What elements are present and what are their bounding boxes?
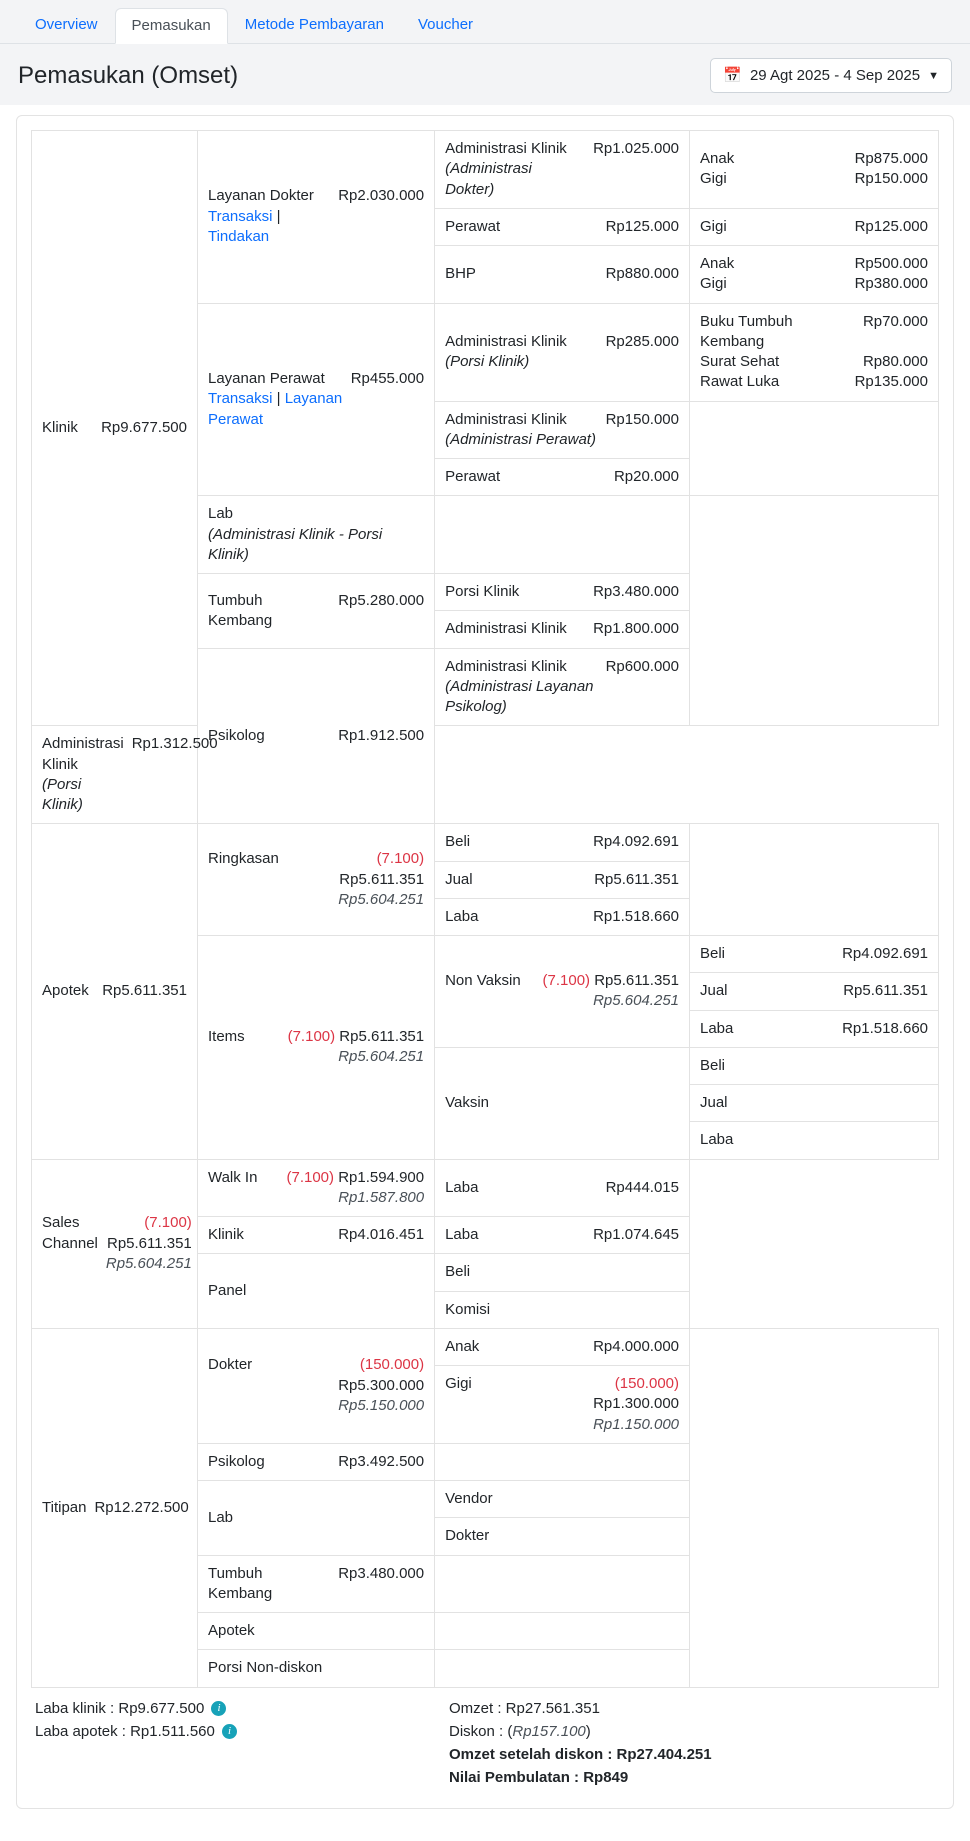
vaksin-label: Vaksin bbox=[445, 1094, 490, 1111]
tab-overview[interactable]: Overview bbox=[35, 15, 98, 33]
klinik-label: Klinik bbox=[42, 419, 78, 436]
layanan-perawat-link-transaksi[interactable]: Transaksi bbox=[207, 390, 273, 408]
cell-admin-perawat bbox=[435, 401, 690, 459]
cell-walk-in bbox=[197, 1159, 434, 1217]
row-sublabel: (Administrasi Layanan Psikolog) bbox=[445, 677, 594, 715]
omset-card bbox=[16, 115, 954, 1809]
row-label: Laba bbox=[700, 1131, 734, 1149]
cell-layanan-perawat: Layanan Perawat Transaksi | Layanan Perawat Rp455.000 bbox=[197, 303, 434, 496]
row-label: Administrasi Klinik bbox=[445, 332, 567, 350]
omzet-setelah-diskon-label: Omzet setelah diskon : bbox=[449, 1745, 617, 1763]
row-discount: (150.000) bbox=[614, 1375, 679, 1392]
detail-label: Buku Tumbuh Kembang bbox=[700, 312, 793, 350]
row-amount: Rp125.000 bbox=[605, 217, 679, 235]
cell-sales-channel bbox=[32, 1159, 198, 1328]
row-amount: Rp1.518.660 bbox=[842, 1019, 928, 1037]
summary-left bbox=[35, 1700, 449, 1792]
cell-empty bbox=[690, 824, 939, 936]
row-label: Administrasi Klinik bbox=[445, 410, 567, 428]
non-vaksin-amount: Rp5.611.351 bbox=[594, 972, 679, 990]
cell-porsi-klinik bbox=[435, 574, 690, 611]
tab-pemasukan[interactable]: Pemasukan bbox=[115, 8, 228, 45]
tumbuh-kembang-amount: Rp5.280.000 bbox=[338, 591, 425, 609]
titipan-apotek-label: Apotek bbox=[207, 1622, 255, 1639]
cell-empty bbox=[435, 1443, 690, 1480]
info-icon[interactable]: i bbox=[211, 1701, 226, 1716]
row-amount: Rp3.480.000 bbox=[593, 583, 679, 600]
detail-label: Komisi bbox=[445, 1300, 491, 1318]
cell-klinik-channel-laba bbox=[435, 1217, 690, 1254]
omzet-setelah-diskon-row bbox=[449, 1746, 935, 1763]
cell-titipan-gigi bbox=[435, 1366, 690, 1444]
row-label: Jual bbox=[700, 982, 728, 1000]
titipan-label: Titipan bbox=[42, 1498, 87, 1516]
row-amount: Rp1.300.000 bbox=[593, 1395, 679, 1413]
date-range-picker[interactable] bbox=[710, 58, 952, 93]
diskon-label: Diskon : ( bbox=[449, 1722, 513, 1740]
titipan-tk-amount: Rp3.480.000 bbox=[338, 1564, 425, 1582]
cell-nv-jual bbox=[690, 973, 939, 1010]
detail-label: Anak bbox=[700, 255, 735, 272]
titipan-total: Rp12.272.500 bbox=[94, 1498, 189, 1516]
detail-amount: Rp80.000 bbox=[862, 353, 928, 370]
table-row bbox=[32, 1328, 939, 1365]
omzet-setelah-diskon-value: Rp27.404.251 bbox=[616, 1745, 712, 1763]
cell-bhp bbox=[435, 246, 690, 304]
cell-titipan-porsi-non-diskon bbox=[197, 1650, 434, 1687]
layanan-dokter-link-transaksi[interactable]: Transaksi bbox=[207, 207, 273, 225]
non-vaksin-net: Rp5.604.251 bbox=[593, 992, 679, 1010]
sales-channel-label: Sales Channel bbox=[42, 1214, 98, 1252]
cell-detail-gigi bbox=[690, 208, 939, 245]
cell-titipan-group bbox=[32, 1328, 198, 1687]
row-label: Laba bbox=[445, 907, 479, 925]
cell-empty bbox=[435, 1555, 690, 1613]
cell-non-vaksin bbox=[435, 936, 690, 1048]
row-label: Porsi Klinik bbox=[445, 583, 520, 600]
table-row bbox=[32, 824, 939, 861]
cell-perawat-dokter bbox=[435, 208, 690, 245]
ringkasan-discount: (7.100) bbox=[376, 850, 425, 868]
row-label: Administrasi Klinik bbox=[445, 657, 567, 675]
detail-amount: Rp444.015 bbox=[605, 1178, 679, 1196]
row-sublabel: (Administrasi Dokter) bbox=[445, 160, 532, 198]
detail-label: Gigi bbox=[700, 217, 727, 235]
titipan-dokter-label: Dokter bbox=[207, 1356, 253, 1374]
laba-klinik-row bbox=[35, 1700, 449, 1717]
nilai-pembulatan-label: Nilai Pembulatan : bbox=[449, 1768, 584, 1786]
cell-ringkasan-jual bbox=[435, 861, 690, 898]
cell-psikolog bbox=[197, 648, 434, 824]
detail-amount: Rp1.074.645 bbox=[593, 1226, 679, 1243]
cell-ringkasan bbox=[197, 824, 434, 936]
apotek-label: Apotek bbox=[42, 982, 89, 1000]
row-label: BHP bbox=[445, 265, 476, 283]
row-label: Administrasi Klinik bbox=[445, 140, 567, 157]
cell-admin-psikolog bbox=[435, 648, 690, 726]
detail-amount: Rp500.000 bbox=[854, 255, 928, 272]
detail-amount: Rp875.000 bbox=[854, 150, 928, 168]
cell-walk-in-laba bbox=[435, 1159, 690, 1217]
items-discount: (7.100) bbox=[287, 1028, 336, 1045]
row-label: Perawat bbox=[445, 217, 501, 235]
row-amount: Rp20.000 bbox=[613, 468, 679, 485]
table-row bbox=[32, 726, 939, 824]
cell-vaksin bbox=[435, 1047, 690, 1159]
non-vaksin-discount: (7.100) bbox=[542, 972, 591, 990]
cell-lab-vendor bbox=[435, 1481, 690, 1518]
row-amount: Rp4.092.691 bbox=[842, 945, 928, 962]
diskon-row bbox=[449, 1723, 935, 1740]
cell-titipan-apotek bbox=[197, 1613, 434, 1650]
titipan-psikolog-label: Psikolog bbox=[207, 1452, 265, 1470]
nilai-pembulatan-value: Rp849 bbox=[583, 1768, 629, 1786]
cell-klinik-group bbox=[32, 131, 198, 726]
row-label: Beli bbox=[445, 833, 471, 851]
detail-amount: Rp150.000 bbox=[854, 170, 928, 188]
ringkasan-amount: Rp5.611.351 bbox=[339, 870, 425, 888]
row-amount: Rp4.016.451 bbox=[338, 1226, 425, 1243]
row-label: Panel bbox=[207, 1281, 247, 1299]
row-amount: Rp150.000 bbox=[605, 410, 679, 428]
row-amount: Rp1.594.900 bbox=[338, 1168, 425, 1186]
items-net: Rp5.604.251 bbox=[338, 1048, 425, 1066]
row-sublabel: (Administrasi Perawat) bbox=[445, 430, 596, 448]
items-amount: Rp5.611.351 bbox=[339, 1028, 425, 1045]
cell-panel-komisi bbox=[435, 1291, 690, 1328]
cell-panel-beli bbox=[435, 1254, 690, 1291]
detail-label: Gigi bbox=[700, 275, 727, 293]
row-label: Jual bbox=[445, 870, 473, 888]
tab-metode-pembayaran[interactable]: Metode Pembayaran bbox=[244, 15, 384, 33]
row-amount: Rp4.092.691 bbox=[593, 833, 679, 851]
cell-admin-klinik-tk bbox=[435, 611, 690, 648]
row-amount: Rp1.312.500 bbox=[131, 735, 218, 753]
cell-nv-laba bbox=[690, 1010, 939, 1047]
titipan-psikolog-amount: Rp3.492.500 bbox=[338, 1452, 425, 1470]
cell-detail-bhp bbox=[690, 246, 939, 304]
lab-sublabel: (Administrasi Klinik - Porsi Klinik) bbox=[207, 525, 383, 563]
cell-detail-anak bbox=[690, 131, 939, 209]
detail-amount: Rp380.000 bbox=[854, 275, 928, 293]
cell-ringkasan-laba bbox=[435, 898, 690, 935]
klinik-total: Rp9.677.500 bbox=[101, 419, 187, 436]
row-label: Klinik bbox=[207, 1226, 244, 1243]
layanan-perawat-amount: Rp455.000 bbox=[350, 370, 425, 387]
cell-admin-psikolog-porsi bbox=[32, 726, 218, 824]
row-sublabel: (Porsi Klinik) bbox=[42, 775, 83, 813]
table-row bbox=[32, 1159, 939, 1217]
detail-label: Vendor bbox=[445, 1490, 493, 1507]
info-icon[interactable]: i bbox=[222, 1724, 237, 1739]
tab-voucher[interactable]: Voucher bbox=[417, 15, 474, 33]
row-label: Anak bbox=[445, 1337, 480, 1355]
row-amount: Rp285.000 bbox=[605, 332, 679, 350]
titipan-dokter-net: Rp5.150.000 bbox=[338, 1396, 425, 1414]
summary-footer bbox=[31, 1688, 939, 1798]
cell-vaksin-laba bbox=[690, 1122, 939, 1159]
row-amount: Rp880.000 bbox=[605, 265, 679, 283]
apotek-total: Rp5.611.351 bbox=[102, 982, 187, 1000]
cell-admin-klinik-dokter bbox=[435, 131, 690, 209]
cell-nv-beli bbox=[690, 936, 939, 973]
non-vaksin-label: Non Vaksin bbox=[445, 972, 521, 990]
ringkasan-net: Rp5.604.251 bbox=[338, 890, 425, 908]
detail-label: Laba bbox=[445, 1178, 479, 1196]
layanan-dokter-link-tindakan[interactable]: Tindakan bbox=[207, 227, 270, 245]
row-net: Rp1.587.800 bbox=[338, 1188, 425, 1206]
psikolog-label: Psikolog bbox=[207, 726, 265, 744]
cell-vaksin-beli bbox=[690, 1047, 939, 1084]
row-sublabel: (Porsi Klinik) bbox=[445, 353, 530, 370]
cell-ringkasan-beli bbox=[435, 824, 690, 861]
laba-apotek-label: Laba apotek : Rp1.511.560 bbox=[35, 1722, 215, 1740]
cell-panel bbox=[197, 1254, 434, 1329]
detail-label: Gigi bbox=[700, 170, 727, 188]
cell-empty bbox=[435, 1650, 690, 1687]
ringkasan-label: Ringkasan bbox=[207, 850, 279, 868]
nilai-pembulatan-row bbox=[449, 1769, 935, 1786]
cell-empty bbox=[690, 1328, 939, 1687]
detail-label: Rawat Luka bbox=[700, 373, 780, 391]
page-header bbox=[0, 44, 970, 105]
cell-lab-detail bbox=[435, 496, 690, 574]
detail-label: Surat Sehat bbox=[700, 353, 780, 370]
psikolog-amount: Rp1.912.500 bbox=[338, 726, 425, 744]
row-label: Jual bbox=[700, 1094, 728, 1111]
cell-layanan-dokter: Layanan Dokter Transaksi | Tindakan Rp2.030.000 bbox=[197, 131, 434, 304]
row-label: Beli bbox=[700, 1056, 726, 1074]
layanan-perawat-link-layanan[interactable]: Layanan Perawat bbox=[207, 390, 343, 428]
row-label: Administrasi Klinik bbox=[42, 735, 124, 773]
detail-label: Laba bbox=[445, 1226, 479, 1243]
detail-label: Beli bbox=[445, 1263, 471, 1281]
cell-admin-klinik-porsi bbox=[435, 303, 690, 401]
sales-channel-discount: (7.100) bbox=[144, 1214, 192, 1232]
detail-amount: Rp125.000 bbox=[854, 217, 928, 235]
items-label: Items bbox=[207, 1028, 245, 1045]
row-label: Laba bbox=[700, 1019, 734, 1037]
laba-apotek-row bbox=[35, 1723, 449, 1740]
row-label: Walk In bbox=[207, 1168, 258, 1186]
date-range-label: 29 Agt 2025 - 4 Sep 2025 bbox=[749, 67, 921, 84]
porsi-non-diskon-label: Porsi Non-diskon bbox=[207, 1659, 323, 1677]
row-amount: Rp600.000 bbox=[605, 657, 679, 675]
row-amount: Rp5.611.351 bbox=[843, 982, 928, 1000]
cell-apotek-group bbox=[32, 824, 198, 1159]
titipan-dokter-discount: (150.000) bbox=[359, 1356, 425, 1374]
cell-items bbox=[197, 936, 434, 1160]
cell-titipan-anak bbox=[435, 1328, 690, 1365]
cell-perawat-amount bbox=[435, 459, 690, 496]
cell-lab bbox=[197, 496, 434, 574]
row-discount: (7.100) bbox=[286, 1168, 335, 1186]
sales-channel-net: Rp5.604.251 bbox=[105, 1254, 192, 1272]
titipan-tk-label: Tumbuh Kembang bbox=[207, 1564, 273, 1602]
omzet-row: Omzet : Rp27.561.351 bbox=[449, 1699, 600, 1717]
cell-empty bbox=[690, 496, 939, 726]
layanan-dokter-amount: Rp2.030.000 bbox=[338, 187, 425, 205]
layanan-dokter-label: Layanan Dokter bbox=[207, 187, 314, 205]
cell-lab-dokter bbox=[435, 1518, 690, 1555]
calendar-icon: 📅 bbox=[723, 67, 742, 84]
row-label: Perawat bbox=[445, 468, 501, 485]
cell-klinik-channel bbox=[197, 1217, 434, 1254]
cell-empty bbox=[435, 1613, 690, 1650]
row-label: Administrasi Klinik bbox=[445, 620, 567, 638]
tab-bar bbox=[0, 0, 970, 44]
tumbuh-kembang-label: Tumbuh Kembang bbox=[207, 591, 273, 629]
titipan-dokter-amount: Rp5.300.000 bbox=[338, 1376, 425, 1394]
cell-titipan-dokter bbox=[197, 1328, 434, 1443]
summary-right bbox=[449, 1700, 935, 1792]
row-label: Beli bbox=[700, 945, 726, 962]
chevron-down-icon: ▼ bbox=[928, 69, 939, 82]
cell-titipan-tk bbox=[197, 1555, 434, 1613]
row-amount: Rp5.611.351 bbox=[594, 870, 679, 888]
row-net: Rp1.150.000 bbox=[593, 1415, 679, 1433]
detail-amount: Rp70.000 bbox=[862, 312, 928, 330]
cell-titipan-lab bbox=[197, 1481, 434, 1556]
row-amount: Rp1.025.000 bbox=[593, 140, 679, 157]
table-row bbox=[32, 131, 939, 209]
sales-channel-amount: Rp5.611.351 bbox=[106, 1234, 192, 1252]
cell-titipan-psikolog bbox=[197, 1443, 434, 1480]
page-title: Pemasukan (Omset) bbox=[18, 61, 239, 89]
detail-label: Dokter bbox=[445, 1527, 490, 1545]
cell-detail-porsi-klinik bbox=[690, 303, 939, 401]
diskon-value: Rp157.100 bbox=[512, 1722, 586, 1740]
lab-label: Lab bbox=[207, 505, 234, 523]
row-amount: Rp4.000.000 bbox=[593, 1337, 679, 1355]
laba-klinik-label: Laba klinik : Rp9.677.500 bbox=[35, 1699, 205, 1717]
row-label: Gigi bbox=[445, 1375, 472, 1392]
cell-empty bbox=[690, 401, 939, 496]
detail-amount: Rp135.000 bbox=[854, 373, 928, 391]
row-amount: Rp1.800.000 bbox=[593, 620, 679, 638]
cell-tumbuh-kembang bbox=[197, 574, 434, 649]
omset-table bbox=[31, 130, 939, 1688]
cell-vaksin-jual bbox=[690, 1085, 939, 1122]
titipan-lab-label: Lab bbox=[207, 1508, 234, 1526]
row-amount: Rp1.518.660 bbox=[593, 907, 679, 925]
diskon-close: ) bbox=[585, 1722, 591, 1740]
detail-label: Anak bbox=[700, 150, 735, 168]
layanan-perawat-label: Layanan Perawat bbox=[207, 370, 325, 387]
